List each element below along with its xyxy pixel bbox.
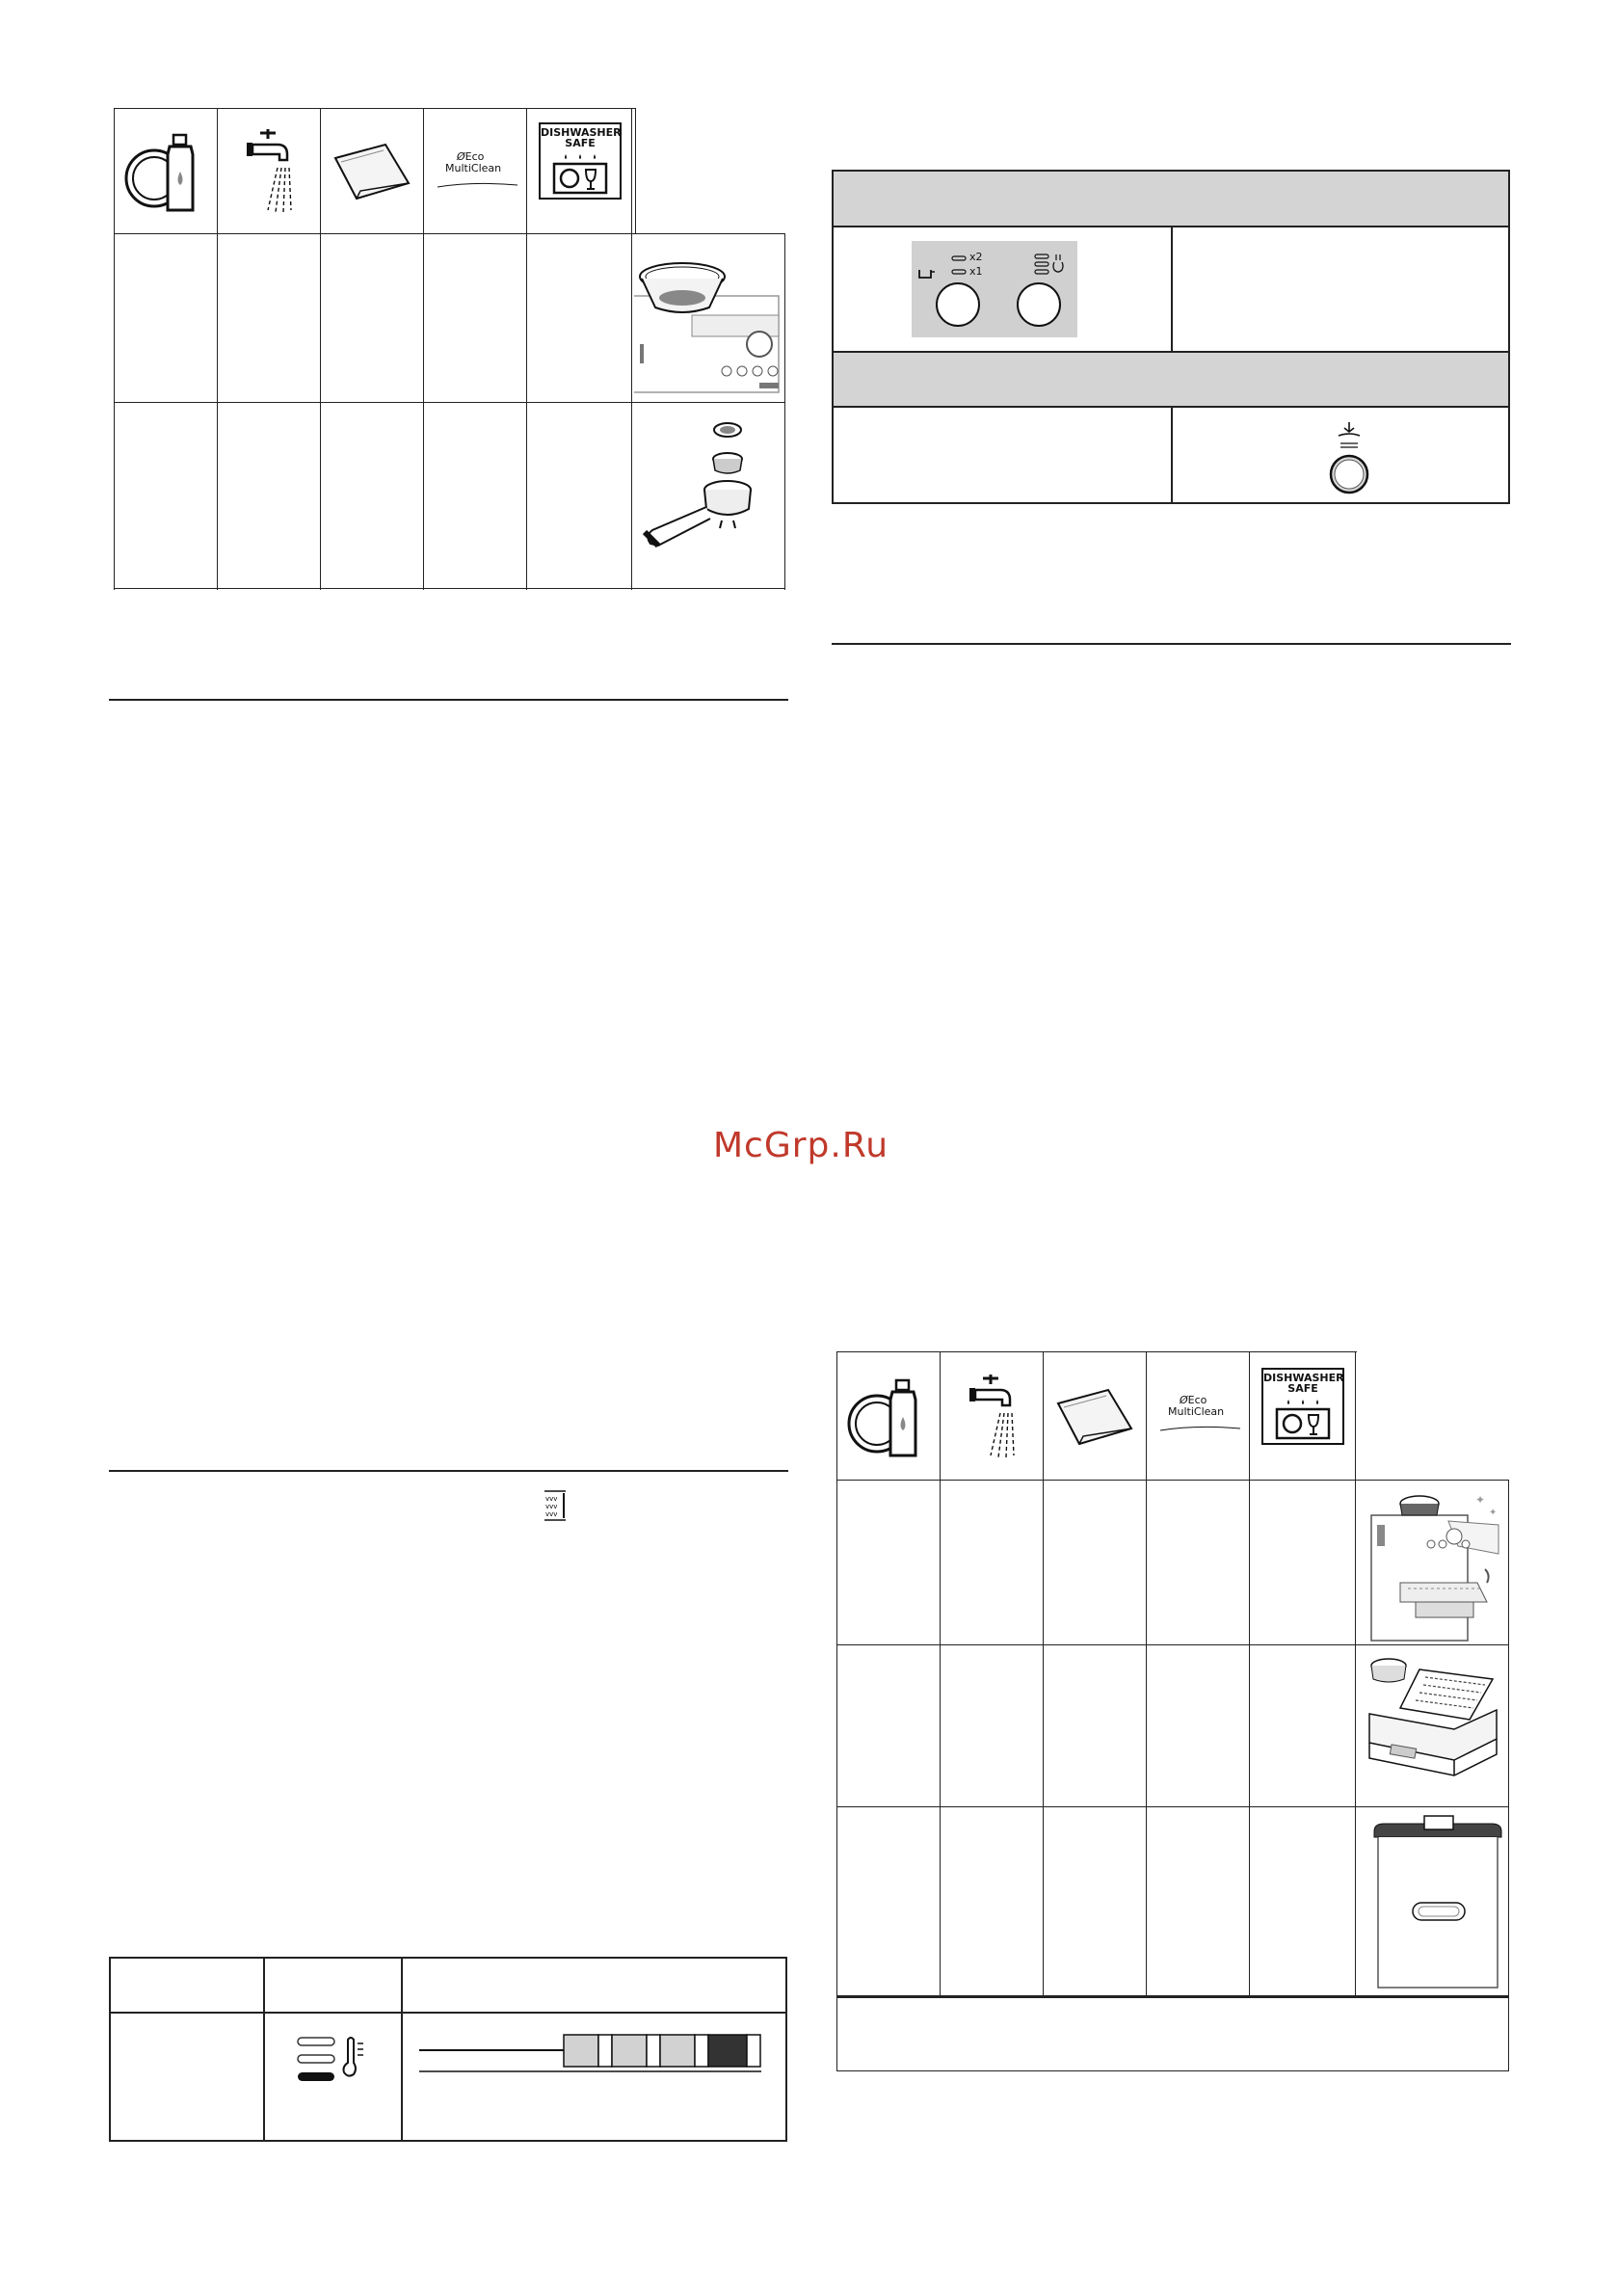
cup-icon bbox=[919, 270, 935, 278]
hot-water-button[interactable] bbox=[1325, 418, 1373, 499]
svg-text:✦: ✦ bbox=[1475, 1493, 1486, 1507]
tap-water-icon bbox=[239, 125, 306, 221]
coffee-machine-illustration bbox=[1362, 1486, 1506, 1646]
water-hardness-table bbox=[109, 1957, 785, 2140]
tap-water-icon bbox=[962, 1371, 1029, 1466]
water-tank-illustration bbox=[1366, 1812, 1506, 1997]
cloth-icon bbox=[1050, 1384, 1137, 1455]
cloth-icon bbox=[328, 139, 414, 210]
watermark: McGrp.Ru bbox=[713, 1126, 889, 1165]
cleaning-table-top-left bbox=[114, 108, 788, 590]
label-x2: x2 bbox=[969, 251, 983, 263]
hot-water-icon bbox=[1339, 422, 1360, 447]
svg-text:ᴠᴠᴠ: ᴠᴠᴠ bbox=[545, 1495, 558, 1503]
svg-text:ᴠᴠᴠ: ᴠᴠᴠ bbox=[545, 1510, 558, 1518]
bean-hopper-illustration bbox=[634, 238, 783, 401]
button-panel bbox=[912, 241, 1077, 337]
dish-bottle-icon bbox=[123, 125, 210, 221]
section-rule bbox=[832, 643, 1511, 645]
svg-text:✦: ✦ bbox=[1489, 1508, 1498, 1518]
dishwasher-safe-icon: DISHWASHER SAFE bbox=[1261, 1368, 1344, 1445]
section-rule bbox=[109, 699, 788, 701]
eco-multiclean-icon: ØEco MultiClean bbox=[436, 151, 522, 193]
dishwasher-safe-icon: DISHWASHER SAFE bbox=[539, 122, 622, 200]
drip-tray-illustration bbox=[1362, 1652, 1506, 1805]
label-x1: x1 bbox=[969, 265, 983, 278]
svg-text:ᴠᴠᴠ: ᴠᴠᴠ bbox=[545, 1503, 558, 1510]
cleaning-table-bottom-right bbox=[836, 1351, 1513, 2074]
portafilter-illustration bbox=[639, 414, 783, 587]
dish-bottle-icon bbox=[846, 1371, 933, 1466]
steam-icon bbox=[1053, 254, 1063, 272]
control-panel-table bbox=[832, 170, 1510, 507]
grind-size-icon bbox=[543, 1489, 568, 1526]
hardness-indicator bbox=[296, 2032, 373, 2103]
section-rule bbox=[109, 1470, 788, 1472]
eco-multiclean-icon: ØEco MultiClean bbox=[1158, 1395, 1245, 1436]
hardness-scale bbox=[419, 2031, 766, 2077]
thermometer-icon bbox=[344, 2038, 364, 2076]
